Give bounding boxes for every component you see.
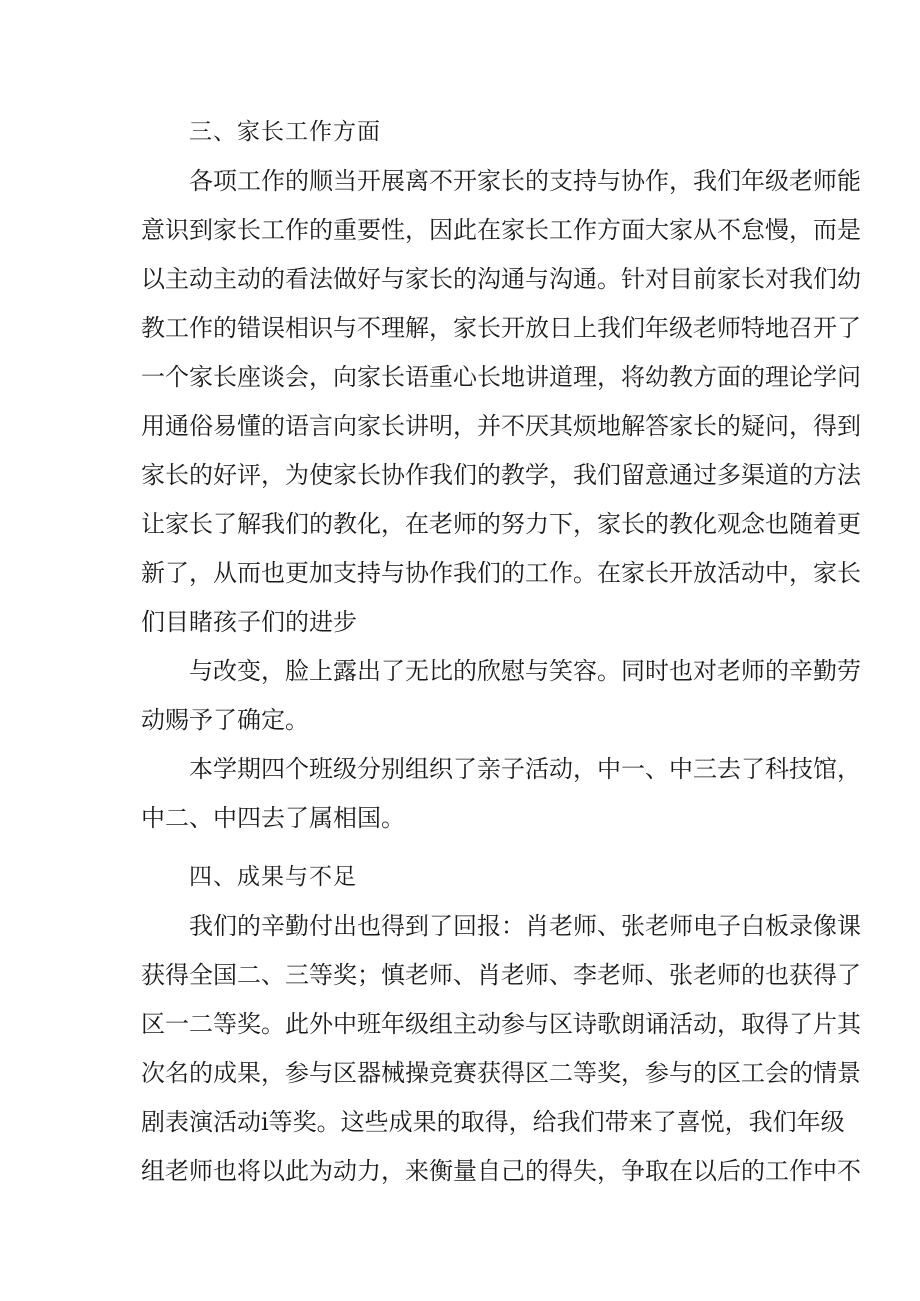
text-line: 剧表演活动i等奖。这些成果的取得，给我们带来了喜悦，我们年级 [141,1108,845,1136]
text-line: 教工作的错误相识与不理解，家长开放日上我们年级老师特地召开了 [141,314,861,342]
text-line: 一个家长座谈会，向家长语重心长地讲道理，将幼教方面的理论学问 [141,363,861,391]
text-line: 中二、中四去了属相国。 [141,804,405,832]
text-line: 们目睹孩子们的进步 [141,608,357,636]
text-line: 以主动主动的看法做好与家长的沟通与沟通。针对目前家长对我们幼 [141,265,861,293]
text-line: 让家长了解我们的教化，在老师的努力下，家长的教化观念也随着更 [141,510,861,538]
text-line: 我们的辛勤付出也得到了回报：肖老师、张老师电子白板录像课 [189,912,861,940]
text-line: 家长的好评，为使家长协作我们的教学，我们留意通过多渠道的方法 [141,461,861,489]
text-line: 动赐予了确定。 [141,706,309,734]
text-line: 新了，从而也更加支持与协作我们的工作。在家长开放活动中，家长 [141,559,861,587]
text-line: 次名的成果，参与区器械操竞赛获得区二等奖，参与的区工会的情景 [141,1059,861,1087]
section-heading-results: 四、成果与不足 [189,864,357,890]
text-line: 本学期四个班级分别组织了亲子活动，中一、中三去了科技馆， [189,755,861,783]
text-line: 组老师也将以此为动力，来衡量自己的得失，争取在以后的工作中不 [141,1157,861,1185]
section-heading-parent-work: 三、家长工作方面 [189,119,381,145]
text-line: 各项工作的顺当开展离不开家长的支持与协作，我们年级老师能 [189,167,861,195]
text-line: 用通俗易懂的语言向家长讲明，并不厌其烦地解答家长的疑问，得到 [141,412,861,440]
text-line: 与改变，脸上露出了无比的欣慰与笑容。同时也对老师的辛勤劳 [189,657,861,685]
text-line: 意识到家长工作的重要性，因此在家长工作方面大家从不怠慢，而是 [141,216,861,244]
text-line: 区一二等奖。此外中班年级组主动参与区诗歌朗诵活动，取得了片其 [141,1010,861,1038]
text-line: 获得全国二、三等奖；慎老师、肖老师、李老师、张老师的也获得了 [141,961,861,989]
